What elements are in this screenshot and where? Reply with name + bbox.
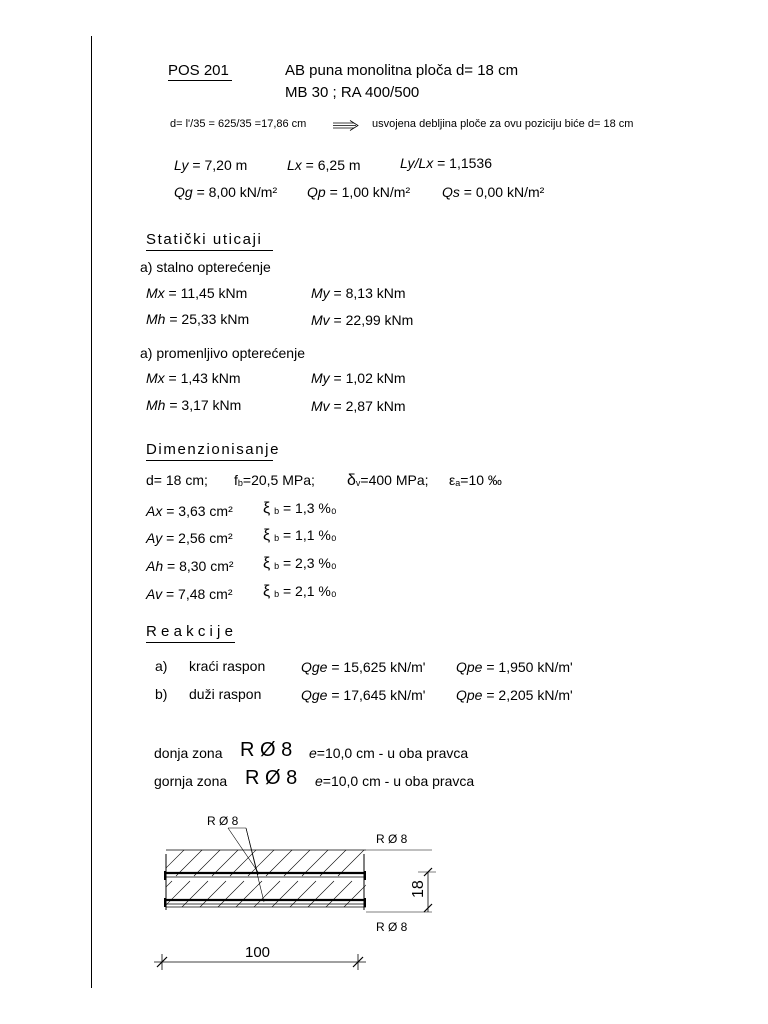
- perm-my: My = 8,13 kNm: [311, 285, 406, 301]
- perm-mx: Mx = 11,45 kNm: [146, 285, 248, 301]
- design-row: Av = 7,48 cm²: [146, 586, 233, 602]
- bottom-reinforcement-bars: [166, 900, 366, 904]
- design-row: Ah = 8,30 cm²: [146, 558, 234, 574]
- implies-arrow-icon: [332, 119, 360, 131]
- var-mx: Mx = 1,43 kNm: [146, 370, 241, 386]
- reactions-heading: Reakcije: [146, 623, 238, 640]
- ly-value: Ly = 7,20 m: [174, 157, 248, 173]
- reaction-label: kraći raspon: [189, 658, 266, 674]
- bottom-zone-label: donja zona: [154, 745, 223, 761]
- reaction-label: duži raspon: [189, 686, 262, 702]
- static-heading-underline: [146, 250, 273, 251]
- reaction-qge: Qge = 15,625 kN/m': [301, 659, 426, 675]
- design-param-sigma: δv=400 MPa;: [347, 472, 429, 489]
- design-row: Ay = 2,56 cm²: [146, 530, 233, 546]
- span-ratio: Ly/Lx = 1,1536: [400, 155, 492, 171]
- var-my: My = 1,02 kNm: [311, 370, 406, 386]
- design-row: Ax = 3,63 cm²: [146, 503, 233, 519]
- thickness-calc: d= l'/35 = 625/35 =17,86 cm: [170, 118, 307, 130]
- design-param-fb: fb=20,5 MPa;: [234, 472, 315, 488]
- xi-row: ξ b = 2,3 %₀: [263, 555, 337, 572]
- reaction-qpe: Qpe = 2,205 kN/m': [456, 687, 573, 703]
- bottom-zone-spacing: e=10,0 cm - u oba pravca: [309, 745, 469, 761]
- slab-section-drawing: [150, 810, 450, 980]
- reaction-letter: a): [155, 658, 168, 674]
- qp-value: Qp = 1,00 kN/m²: [307, 184, 411, 200]
- inner-bar-label: R Ø 8: [207, 814, 239, 828]
- xi-row: ξ b = 2,1 %₀: [263, 583, 337, 600]
- design-param-epsilon: εa=10 ‰: [449, 472, 502, 488]
- bottom-zone-bar: R Ø 8: [240, 739, 293, 761]
- top-bar-label: R Ø 8: [376, 832, 408, 846]
- permanent-load-label: a) stalno opterećenje: [140, 259, 271, 275]
- xi-row: ξ b = 1,1 %₀: [263, 527, 337, 544]
- variable-load-label: a) promenljivo opterećenje: [140, 345, 305, 361]
- qs-value: Qs = 0,00 kN/m²: [442, 184, 545, 200]
- design-param-d: d= 18 cm;: [146, 472, 208, 488]
- reaction-qge: Qge = 17,645 kN/m': [301, 687, 426, 703]
- design-heading-underline: [146, 460, 273, 461]
- position-label: POS 201: [168, 62, 229, 79]
- material-spec: MB 30 ; RA 400/500: [285, 84, 420, 101]
- reaction-qpe: Qpe = 1,950 kN/m': [456, 659, 573, 675]
- page-margin-line: [91, 36, 92, 988]
- top-zone-bar: R Ø 8: [245, 767, 298, 789]
- width-dimension-value: 100: [245, 944, 271, 961]
- static-heading: Statički uticaji: [146, 231, 263, 248]
- position-underline: [168, 80, 232, 81]
- concrete-hatch: [150, 844, 370, 913]
- top-reinforcement-bars: [166, 873, 366, 877]
- reactions-heading-underline: [146, 642, 235, 643]
- lx-value: Lx = 6,25 m: [287, 157, 361, 173]
- var-mh: Mh = 3,17 kNm: [146, 397, 242, 413]
- height-dimension-value: 18: [410, 880, 427, 898]
- var-mv: Mv = 2,87 kNm: [311, 398, 406, 414]
- design-heading: Dimenzionisanje: [146, 441, 281, 458]
- thickness-conclusion: usvojena debljina ploče za ovu poziciju biće d= 18 cm: [372, 118, 634, 130]
- perm-mv: Mv = 22,99 kNm: [311, 312, 414, 328]
- perm-mh: Mh = 25,33 kNm: [146, 311, 250, 327]
- xi-row: ξ b = 1,3 %₀: [263, 500, 337, 517]
- bottom-bar-label: R Ø 8: [376, 920, 408, 934]
- top-zone-label: gornja zona: [154, 773, 228, 789]
- qg-value: Qg = 8,00 kN/m²: [174, 184, 278, 200]
- slab-title: AB puna monolitna ploča d= 18 cm: [285, 62, 519, 79]
- top-zone-spacing: e=10,0 cm - u oba pravca: [315, 773, 475, 789]
- reaction-letter: b): [155, 686, 168, 702]
